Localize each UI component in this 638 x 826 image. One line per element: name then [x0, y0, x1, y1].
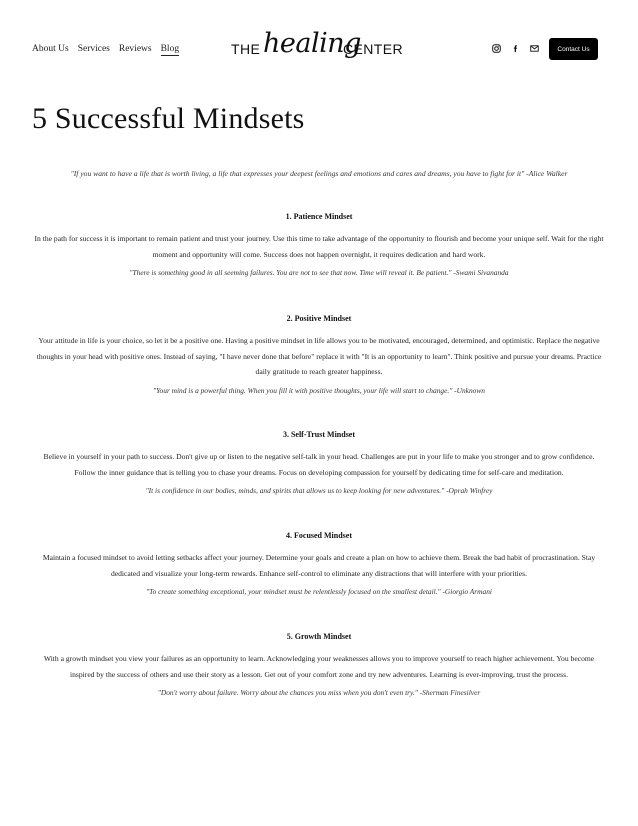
section-body: Maintain a focused mindset to avoid letting setbacks affect your journey. Determine your goals and create a plan on how to achieve them. Break the bad habit of procrastination. Stay dedicated and visualize your long-term rewards. Enhance self-control to eliminate any distractions that will interfere with your priorities. — [42, 553, 596, 578]
instagram-icon[interactable] — [491, 43, 502, 54]
section-heading: 2. Positive Mindset — [286, 314, 352, 323]
facebook-icon[interactable] — [510, 43, 521, 54]
section-quote: "Don't worry about failure. Worry about the chances you miss when you don't even try." -Sherman Finesilver — [157, 688, 481, 697]
site-logo[interactable] — [231, 28, 406, 70]
nav-about-us[interactable]: About Us — [32, 44, 69, 54]
section-heading: 1. Patience Mindset — [285, 212, 353, 221]
section-quote: "There is something good in all seeming failures. You are not to see that now. Time will reveal it. Be patient." -Swami Sivananda — [129, 268, 509, 277]
section-heading: 4. Focused Mindset — [286, 531, 352, 540]
social-links — [491, 43, 540, 54]
nav-reviews[interactable]: Reviews — [118, 44, 152, 54]
site-header — [0, 0, 638, 100]
section-positive — [32, 314, 606, 395]
logo-center: CENTER — [343, 41, 403, 57]
section-growth — [32, 632, 606, 697]
section-body: Believe in yourself in your path to success. Don't give up or listen to the negative self-talk in your head. Challenges are put in your life to make you stronger and to grow confidence. Follow the inner guidance that is telling you to chase your dreams. Focus on developing compassion for yourself by dedicating time for self-care and meditation. — [43, 452, 595, 477]
section-quote: "To create something exceptional, your mindset must be relentlessly focused on the smallest detail." -Giorgio Armani — [146, 587, 492, 596]
section-quote: "It is confidence in our bodies, minds, and spirits that allows us to keep looking for new adventures." -Oprah Winfrey — [145, 486, 493, 495]
section-patience — [32, 212, 606, 277]
intro-quote: "If you want to have a life that is worth living, a life that expresses your deepest feelings and emotions and cares and dreams, you have to fight for it" -Alice Walker — [70, 169, 568, 178]
section-body: In the path for success it is important to remain patient and trust your journey. Use this time to take advantage of the opportunity to flourish and become your unique self. Wait for the right moment and opportunity will come. Success does not happen overnight, it requires dedication and hard work. — [34, 234, 604, 259]
section-heading: 5. Growth Mindset — [286, 632, 352, 641]
logo-the: THE — [231, 41, 261, 57]
section-body: Your attitude in life is your choice, so let it be a positive one. Having a positive mindset in life allows you to be motivated, encouraged, determined, and optimistic. Replace the negative thoughts in your head with positive ones. Instead of saying, "I have never done that before" replace it with "It is an opportunity to learn". Think positive and pursue your dreams. Practice daily gratitude to reach greater happiness. — [36, 336, 602, 376]
logo-healing: healing — [263, 28, 361, 59]
contact-us-button[interactable]: Contact Us — [549, 38, 598, 60]
section-heading: 3. Self-Trust Mindset — [282, 430, 356, 439]
section-focused — [32, 531, 606, 596]
main-nav — [32, 43, 179, 56]
nav-blog[interactable]: Blog — [160, 44, 180, 54]
page-title: 5 Successful Mindsets — [32, 102, 305, 135]
section-self-trust — [32, 430, 606, 495]
section-body: With a growth mindset you view your failures as an opportunity to learn. Acknowledging your weaknesses allows you to improve yourself to reach higher achievement. You become inspired by the success of others and use their story as a lesson. Get out of your comfort zone and try new adventures. Learning is ever-improving, trust the process. — [43, 654, 595, 679]
email-icon[interactable] — [529, 43, 540, 54]
nav-services[interactable]: Services — [77, 44, 110, 54]
section-quote: "Your mind is a powerful thing. When you fill it with positive thoughts, your life will start to change." -Unknown — [153, 385, 485, 395]
